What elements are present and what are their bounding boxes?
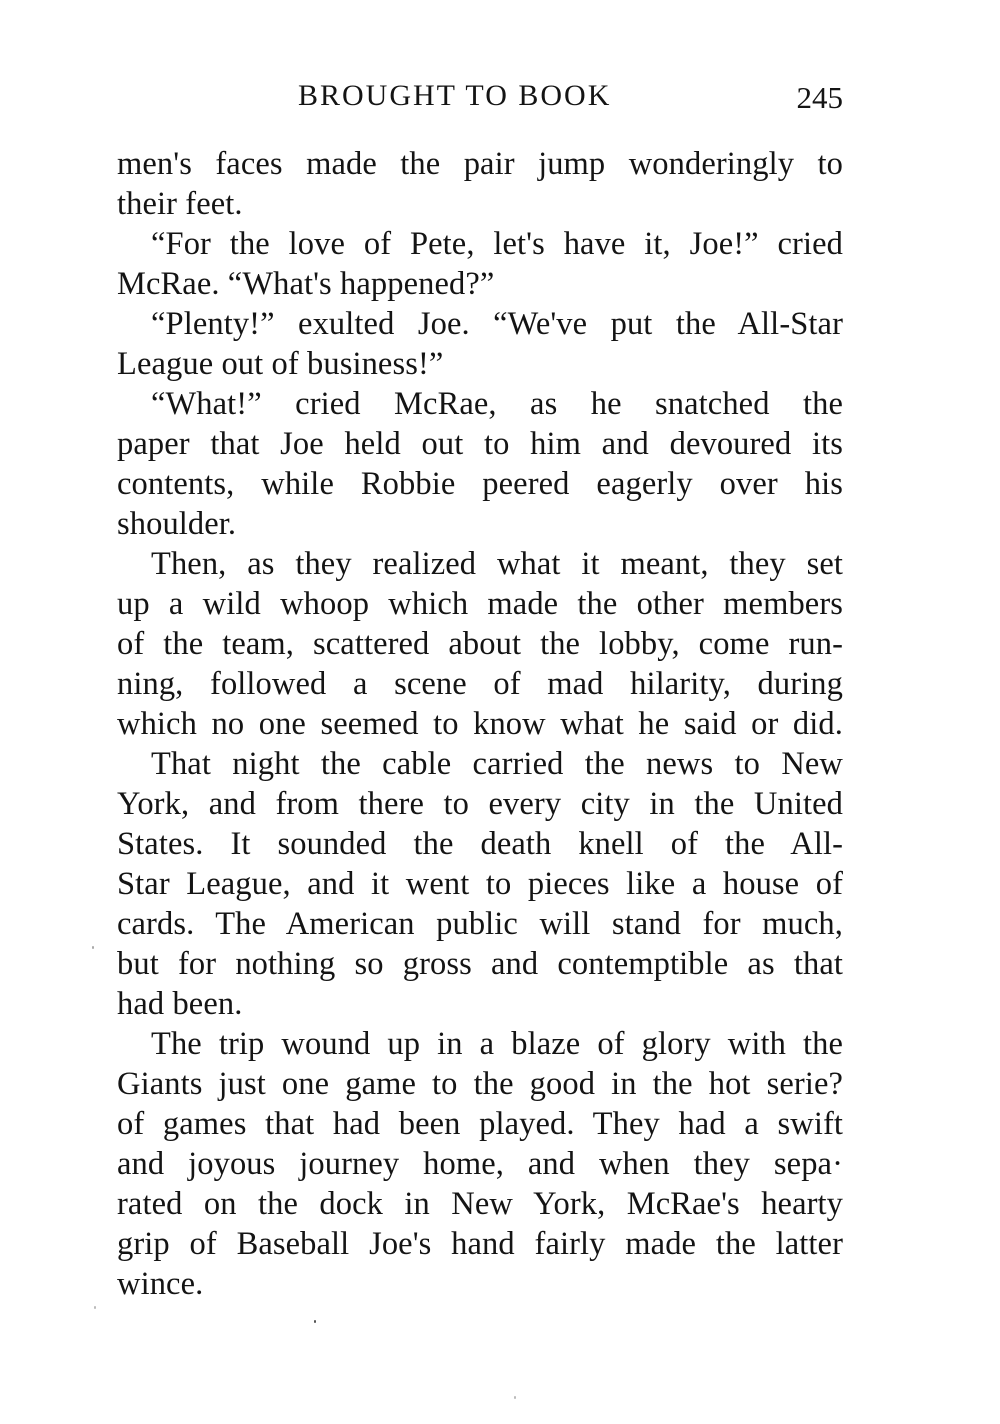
page-number: 245: [796, 80, 843, 115]
text-line: That night the cable carried the news to New: [151, 746, 843, 782]
text-line: “For the love of Pete, let's have it, Joe!” cried: [151, 226, 843, 262]
text-line: The trip wound up in a blaze of glory with the: [151, 1026, 843, 1062]
text-line: men's faces made the pair jump wonderingly to: [117, 146, 843, 182]
print-speck: [92, 946, 94, 949]
text-line: and joyous journey home, and when they sepa·: [117, 1146, 843, 1182]
running-head: BROUGHT TO BOOK: [298, 79, 612, 112]
text-line: but for nothing so gross and contemptible as that: [117, 946, 843, 982]
text-line: “Plenty!” exulted Joe. “We've put the All-Star: [151, 306, 843, 342]
print-speck: [94, 1306, 96, 1309]
text-line: of games that had been played. They had a swift: [117, 1106, 843, 1142]
text-line: McRae. “What's happened?”: [117, 266, 495, 302]
page-header: [118, 78, 843, 118]
text-line: cards. The American public will stand for much,: [117, 906, 843, 942]
text-line: which no one seemed to know what he said or did.: [117, 706, 843, 742]
text-line: paper that Joe held out to him and devoured its: [117, 426, 843, 462]
text-line: Star League, and it went to pieces like a house of: [117, 866, 843, 902]
text-line: had been.: [117, 986, 243, 1022]
text-line: up a wild whoop which made the other members: [117, 586, 843, 622]
text-line: “What!” cried McRae, as he snatched the: [151, 386, 843, 422]
text-line: shoulder.: [117, 506, 237, 542]
text-line: Giants just one game to the good in the hot serie?: [117, 1066, 843, 1102]
print-speck: [514, 1396, 516, 1399]
text-line: League out of business!”: [117, 346, 444, 382]
text-line: grip of Baseball Joe's hand fairly made the latter: [117, 1226, 843, 1262]
text-line: of the team, scattered about the lobby, come run-: [117, 626, 843, 662]
text-line: Then, as they realized what it meant, they set: [151, 546, 843, 582]
text-line: States. It sounded the death knell of the All-: [117, 826, 843, 862]
text-line: York, and from there to every city in the United: [117, 786, 843, 822]
text-line: ning, followed a scene of mad hilarity, during: [117, 666, 843, 702]
print-speck: [314, 1320, 316, 1323]
text-line: contents, while Robbie peered eagerly over his: [117, 466, 843, 502]
text-line: rated on the dock in New York, McRae's hearty: [117, 1186, 843, 1222]
text-line: wince.: [117, 1266, 204, 1302]
body-text: [117, 144, 843, 1304]
text-line: their feet.: [117, 186, 243, 222]
